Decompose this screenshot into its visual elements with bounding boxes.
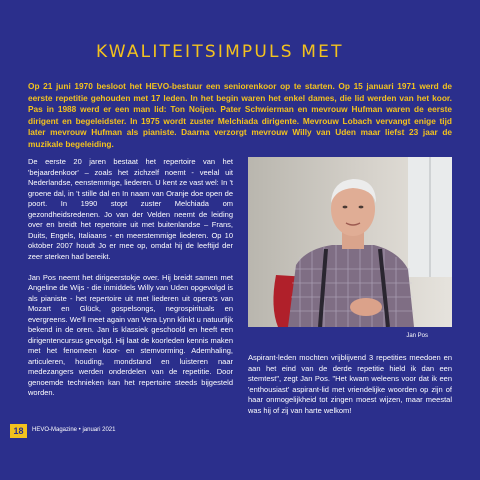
paragraph: Aspirant-leden mochten vrijblijvend 3 repetities meedoen en aan het eind van de derde repetitie hield ik dan een stemtest", zegt Jan Pos. "Het kwam weleens voor dat ik een 'enthousiast' aspirant-lid met vriendelijke woorden op zijn of haar onmogelijkheid tot zingen moest wijzen, maar meestal was hij of zij van harte welkom! bbox=[248, 353, 452, 415]
photo-caption: Jan Pos bbox=[406, 333, 428, 339]
portrait-illustration bbox=[248, 157, 452, 327]
left-column bbox=[28, 157, 233, 409]
paragraph: Jan Pos neemt het dirigeerstokje over. Hij breidt samen met Angeline de Wijs - die inmiddels Willy van Uden opgevolgd is als pianiste - het repertoire uit met liederen uit opera's van Mozart en Glück, gospelsongs, negrospirituals en evergreens. We'll meet again van Vera Lynn klinkt u natuurlijk bekend in de oren. Jan is klassiek geschoold en heeft een dirigentencursus gevolgd. Hij laat de koorleden kennis maken met het fenomeen koor- en stemvorming. Ademhaling, articuleren, houding, mondstand en luisteren naar medezangers werden onderdelen van de repetitie. Door genoemde technieken kan het repertoire steeds bijgesteld worden. bbox=[28, 272, 233, 397]
page-number-badge: 18 bbox=[10, 424, 27, 438]
portrait-photo bbox=[248, 157, 452, 327]
right-column bbox=[248, 353, 452, 416]
article-intro: Op 21 juni 1970 besloot het HEVO-bestuur een seniorenkoor op te starten. Op 15 januari 1971 werd de eerste repetitie gehouden met 17 leden. In het begin waren het enkel dames, die lid werden van het koor. Pas in 1988 werd er een man lid: Ton Noijen. Pater Schwierman en mevrouw Hufman waren de eerste dirigent en begeleidster. In 1975 wordt zuster Melchiada dirigente. Mevrouw Lobach vervangt enige tijd later mevrouw Hufman als pianiste. Daarna verzorgt mevrouw Willy van Uden maar liefst 23 jaar de muzikale begeleiding. bbox=[28, 81, 452, 149]
magazine-footer: HEVO-Magazine • januari 2021 bbox=[32, 427, 116, 433]
article-title: KWALITEITSIMPULS MET bbox=[96, 42, 344, 62]
paragraph: De eerste 20 jaren bestaat het repertoire van het 'bejaardenkoor' – zoals het zichzelf noemt - veelal uit Nederlandse, eenstemmige, liederen. U kent ze vast wel: In 't groene dal, in 't stille dal en In naam van Oranje doe open de poort. In 1990 stopt zuster Melchiada om gezondheidsredenen. Jo van der Velden neemt de leiding over en breidt het repertoire uit met buitenlandse – Frans, Duits, Engels, Italiaans - en meerstemmige liederen. Op 10 oktober 2007 houdt Jo er mee op, omdat hij de leeftijd der zeer sterken had bereikt. bbox=[28, 157, 233, 261]
